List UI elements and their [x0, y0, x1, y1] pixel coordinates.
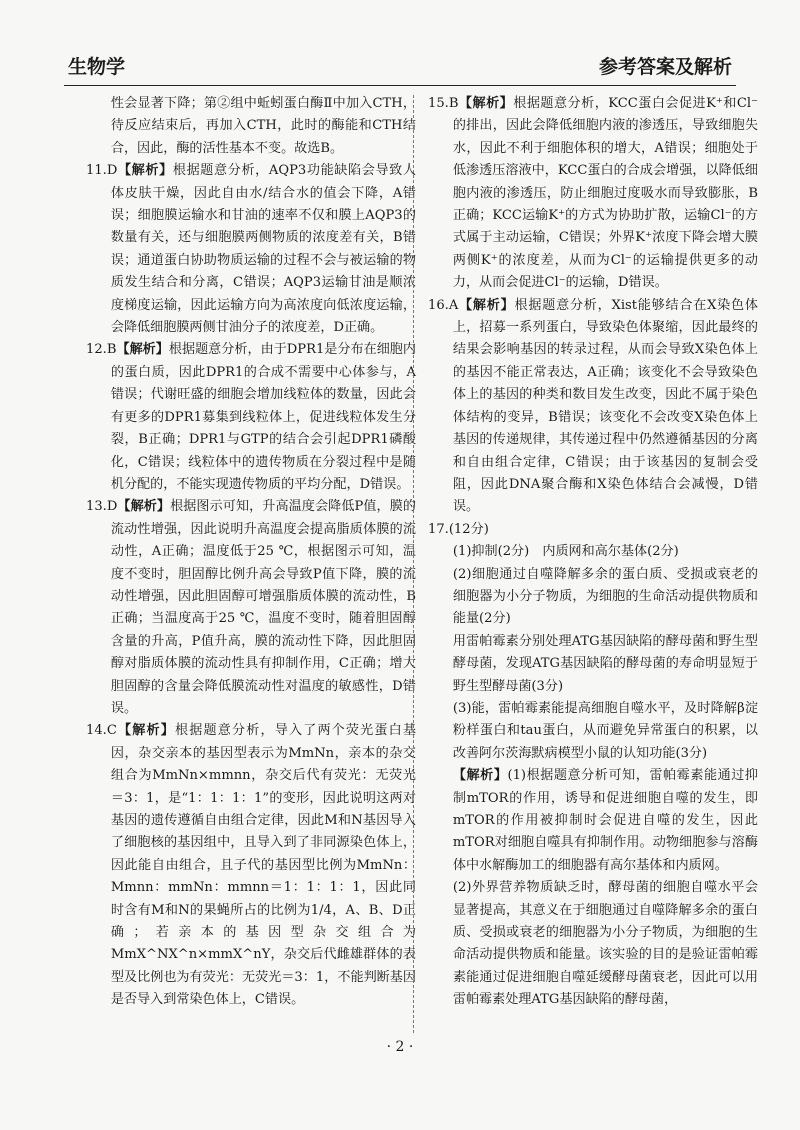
- subject-title: 生物学: [68, 56, 126, 78]
- q13-text: 根据图示可知，升高温度会降低P值，膜的流动性增强，因此说明升高温度会提高脂质体膜的流动性，A正确；温度低于25 ℃，根据图示可知，温度不变时，胆固醇比例升高会导致P值下降，膜的流动性增强，因此胆固醇可增强脂质体膜的流动性，B正确；当温度高于25 ℃，温度不变时，随着胆固醇含量的升高，P值升高，膜的流动性下降，因此胆固醇对脂质体膜的流动性具有抑制作用，C正确；增大胆固醇的含量会降低膜流动性对温度的敏感性，D错误。: [110, 499, 416, 716]
- answer-q13: [86, 496, 416, 720]
- answer-q11: [86, 160, 416, 339]
- q16-text: 根据题意分析，Xist能够结合在X染色体上，招募一系列蛋白，导致染色体聚缩，因此最终的结果会影响基因的转录过程，从而会导致X染色体上的基因不能正常表达，A正确；该变化不会导致染色体上的基因的种类和数目发生改变，因此不属于染色体结构的变异，B错误；该变化不会改变X染色体上基因的传递规律，其传递过程中仍然遵循基因的分离和自由组合定律，C错误；由于该基因的复制会受阻，因此DNA聚合酶和X染色体结合会减慢，D错误。: [452, 297, 759, 515]
- q12-number: 12.B: [86, 342, 117, 358]
- page-header: [64, 55, 736, 86]
- q11-text: 根据题意分析，AQP3功能缺陷会导致人体皮肤干燥，因此自由水/结合水的值会下降，A错误；细胞膜运输水和甘油的速率不仅和膜上AQP3的数量有关，还与细胞膜两侧物质的浓度差有关，B错误；通道蛋白协助物质运输的过程不会与被运输的物质发生结合和分离，C错误；AQP3运输甘油是顺浓度梯度运输，因此运输方向为高浓度向低浓度运输，会降低细胞膜两侧甘油分子的浓度差，D正确。: [110, 163, 416, 336]
- q10-continuation: 性会显著下降；第②组中蚯蚓蛋白酶Ⅱ中加入CTH，待反应结束后，再加入CTH，此时的酶能和CTH结合，因此，酶的活性基本不变。故选B。: [110, 96, 416, 156]
- page-number: · 2 ·: [386, 1039, 414, 1055]
- q17-answer-3: (3)能，雷帕霉素能提高细胞自噬水平，及时降解β淀粉样蛋白和tau蛋白，从而避免异常蛋白的积累，以改善阿尔茨海默病模型小鼠的认知功能(3分): [452, 700, 758, 761]
- answer-q16: [428, 295, 758, 519]
- q14-text: 根据题意分析，导入了两个荧光蛋白基因，杂交亲本的基因型表示为MmNn，亲本的杂交组合为MmNn×mmnn，杂交后代有荧光：无荧光＝3：1，是“1：1：1：1”的变形，因此说明这两对基因的遗传遵循自由组合定律，因此M和N基因导入了细胞核的基因组中，且导入到了非同源染色体上，因此能自由组合，且子代的基因型比例为MmNn：Mmnn：mmNn：mmnn＝1：1：1：1，因此同时含有M和N的果蝇所占的比例为1/4，A、B、D正确；若亲本的基因型杂交组合为MmX^NX^n×mmX^nY，杂交后代雌雄群体的表型及比例也为有荧光：无荧光＝3：1，不能判断基因是否导入到常染色体上，C错误。: [110, 723, 417, 1008]
- q17-answer-2: (2)细胞通过自噬降解多余的蛋白质、受损或衰老的细胞器为小分子物质，为细胞的生命活动提供物质和能量(2分): [452, 566, 758, 627]
- q11-tag: 【解析】: [117, 163, 173, 179]
- q17-tag: 【解析】: [452, 768, 508, 784]
- q17-explanation-1: [428, 765, 758, 877]
- q17-score: (12分): [448, 521, 489, 537]
- q14-number: 14.C: [86, 723, 117, 739]
- q15-tag: 【解析】: [458, 96, 514, 111]
- q17-answer-2b: 用雷帕霉素分别处理ATG基因缺陷的酵母菌和野生型酵母菌，发现ATG基因缺陷的酵母菌的寿命明显短于野生型酵母菌(3分): [452, 633, 758, 694]
- answer-q12: [86, 339, 416, 496]
- column-divider: [413, 95, 414, 1033]
- q15-text: 根据题意分析，KCC蛋白会促进K⁺和Cl⁻的排出，因此会降低细胞内液的渗透压，导致细胞失水，因此不利于细胞体积的增大，A错误；细胞处于低渗透压溶液中，KCC蛋白的合成会增强，以降低细胞内液的渗透压，防止细胞过度吸水而导致膨胀，B正确；KCC运输K⁺的方式为协助扩散，运输Cl⁻的方式属于主动运输，C错误；外界K⁺浓度下降会增大膜两侧K⁺的浓度差，从而为Cl⁻的运输提供更多的动力，从而会促进Cl⁻的运输，D错误。: [452, 96, 759, 291]
- right-column: [428, 93, 758, 1012]
- q17-exp1-text: (1)根据题意分析可知，雷帕霉素能通过抑制mTOR的作用，诱导和促进细胞自噬的发生，即mTOR的作用被抑制时会促进自噬的发生，因此mTOR对细胞自噬具有抑制作用。动物细胞参与溶酶体中水解酶加工的细胞器有高尔基体和内质网。: [452, 768, 759, 873]
- answer-q14: [86, 720, 416, 1011]
- q12-text: 根据题意分析，由于DPR1是分布在细胞内的蛋白质，因此DPR1的合成不需要中心体参与，A错误；代谢旺盛的细胞会增加线粒体的数量，因此会有更多的DPR1募集到线粒体上，促进线粒体发生分裂，B正确；DPR1与GTP的结合会引起DPR1磷酸化，C错误；线粒体中的遗传物质在分裂过程中是随机分配的，不能实现遗传物质的平均分配，D错误。: [110, 342, 417, 492]
- q17-number: 17.: [428, 521, 449, 537]
- answer-q15: [428, 93, 758, 295]
- q13-number: 13.D: [86, 499, 118, 515]
- q17-explanation-2: (2)外界营养物质缺乏时，酵母菌的细胞自噬水平会显著提高，其意义在于细胞通过自噬降解多余的蛋白质、受损或衰老的细胞器为小分子物质，为细胞的生命活动提供物质和能量。该实验的目的是验证雷帕霉素能通过促进细胞自噬延缓酵母菌衰老，因此可以用雷帕霉素处理ATG基因缺陷的酵母菌，: [452, 880, 758, 1008]
- q13-tag: 【解析】: [117, 499, 171, 515]
- q14-tag: 【解析】: [116, 723, 175, 739]
- q12-tag: 【解析】: [116, 342, 169, 358]
- q16-tag: 【解析】: [458, 297, 515, 313]
- q17-answer-1: (1)抑制(2分) 内质网和高尔基体(2分): [452, 544, 679, 560]
- answer-q17-heading: [428, 519, 758, 541]
- q11-number: 11.D: [86, 163, 118, 179]
- q15-number: 15.B: [428, 96, 459, 111]
- left-column: [86, 93, 416, 1012]
- section-title: 参考答案及解析: [598, 56, 732, 78]
- q16-number: 16.A: [428, 297, 459, 313]
